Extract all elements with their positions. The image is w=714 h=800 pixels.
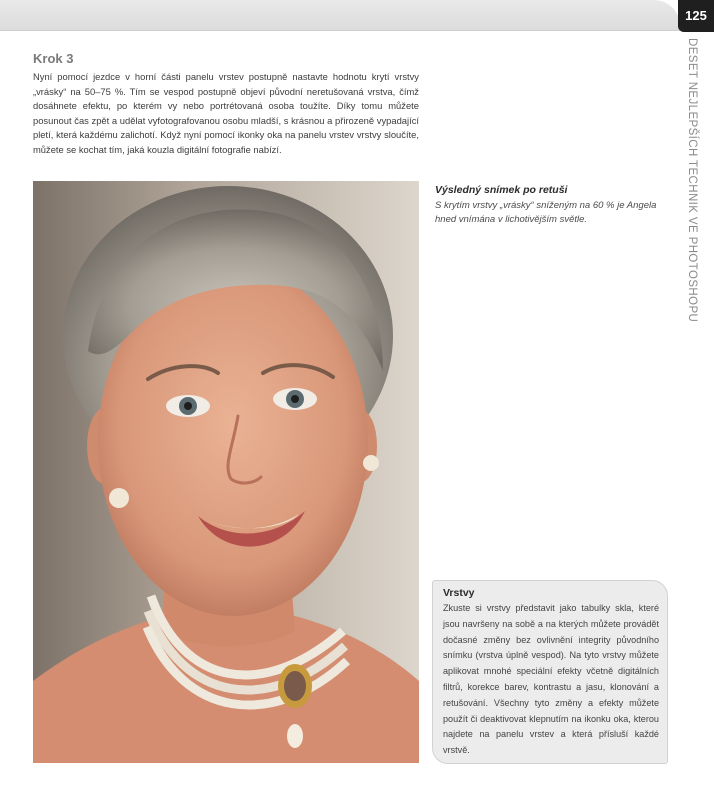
step-title: Krok 3 xyxy=(33,51,74,66)
info-box-title: Vrstvy xyxy=(443,587,475,599)
info-box xyxy=(432,580,668,764)
portrait-photo xyxy=(33,181,419,763)
header-band xyxy=(0,0,680,31)
caption-text: S krytím vrstvy „vrásky“ sníženým na 60 % je Angela hned vnímána v lichotivějším světle. xyxy=(435,200,657,225)
caption-title: Výsledný snímek po retuši xyxy=(435,184,568,196)
side-chapter-title: DESET NEJLEPŠÍCH TECHNIK VE PHOTOSHOPU xyxy=(686,38,698,323)
step-body-text: Nyní pomocí jezdce v horní části panelu vrstev postupně nastavte hodnotu krytí vrstvy „vrásky“ na 50–75 %. Tím se vespod postupně objeví původní neretušovaná vrstva, čímž dosáhnete efektu, po kterém vy nebo portrétovaná osoba toužíte. Díky tomu můžete posunout čas zpět a udělat vyfotografovanou osobu mladší, s krásnou a přirozeně vypadající pletí, která každému zalichotí. Když nyní pomocí ikonky oka na panelu vrstev vrstvy sloučíte, můžete se kochat tím, jaká kouzla digitální fotografie nabízí. xyxy=(33,71,419,155)
info-box-text: Zkuste si vrstvy představit jako tabulky skla, které jsou navršeny na sobě a na kterých můžete provádět dočasné změny bez ovlivnění integrity původního snímku (vrstva úplně vespod). Na tyto vrstvy můžete aplikovat mnohé speciální efekty včetně digitálních filtrů, korekce barev, kontrastu a jasu, klonování a retušování. Všechny tyto změny a efekty můžete použít či deaktivovat klepnutím na ikonku oka, kterou najdete na panelu vrstev a která přísluší každé vrstvě. xyxy=(443,603,659,756)
page-number: 125 xyxy=(678,0,714,32)
